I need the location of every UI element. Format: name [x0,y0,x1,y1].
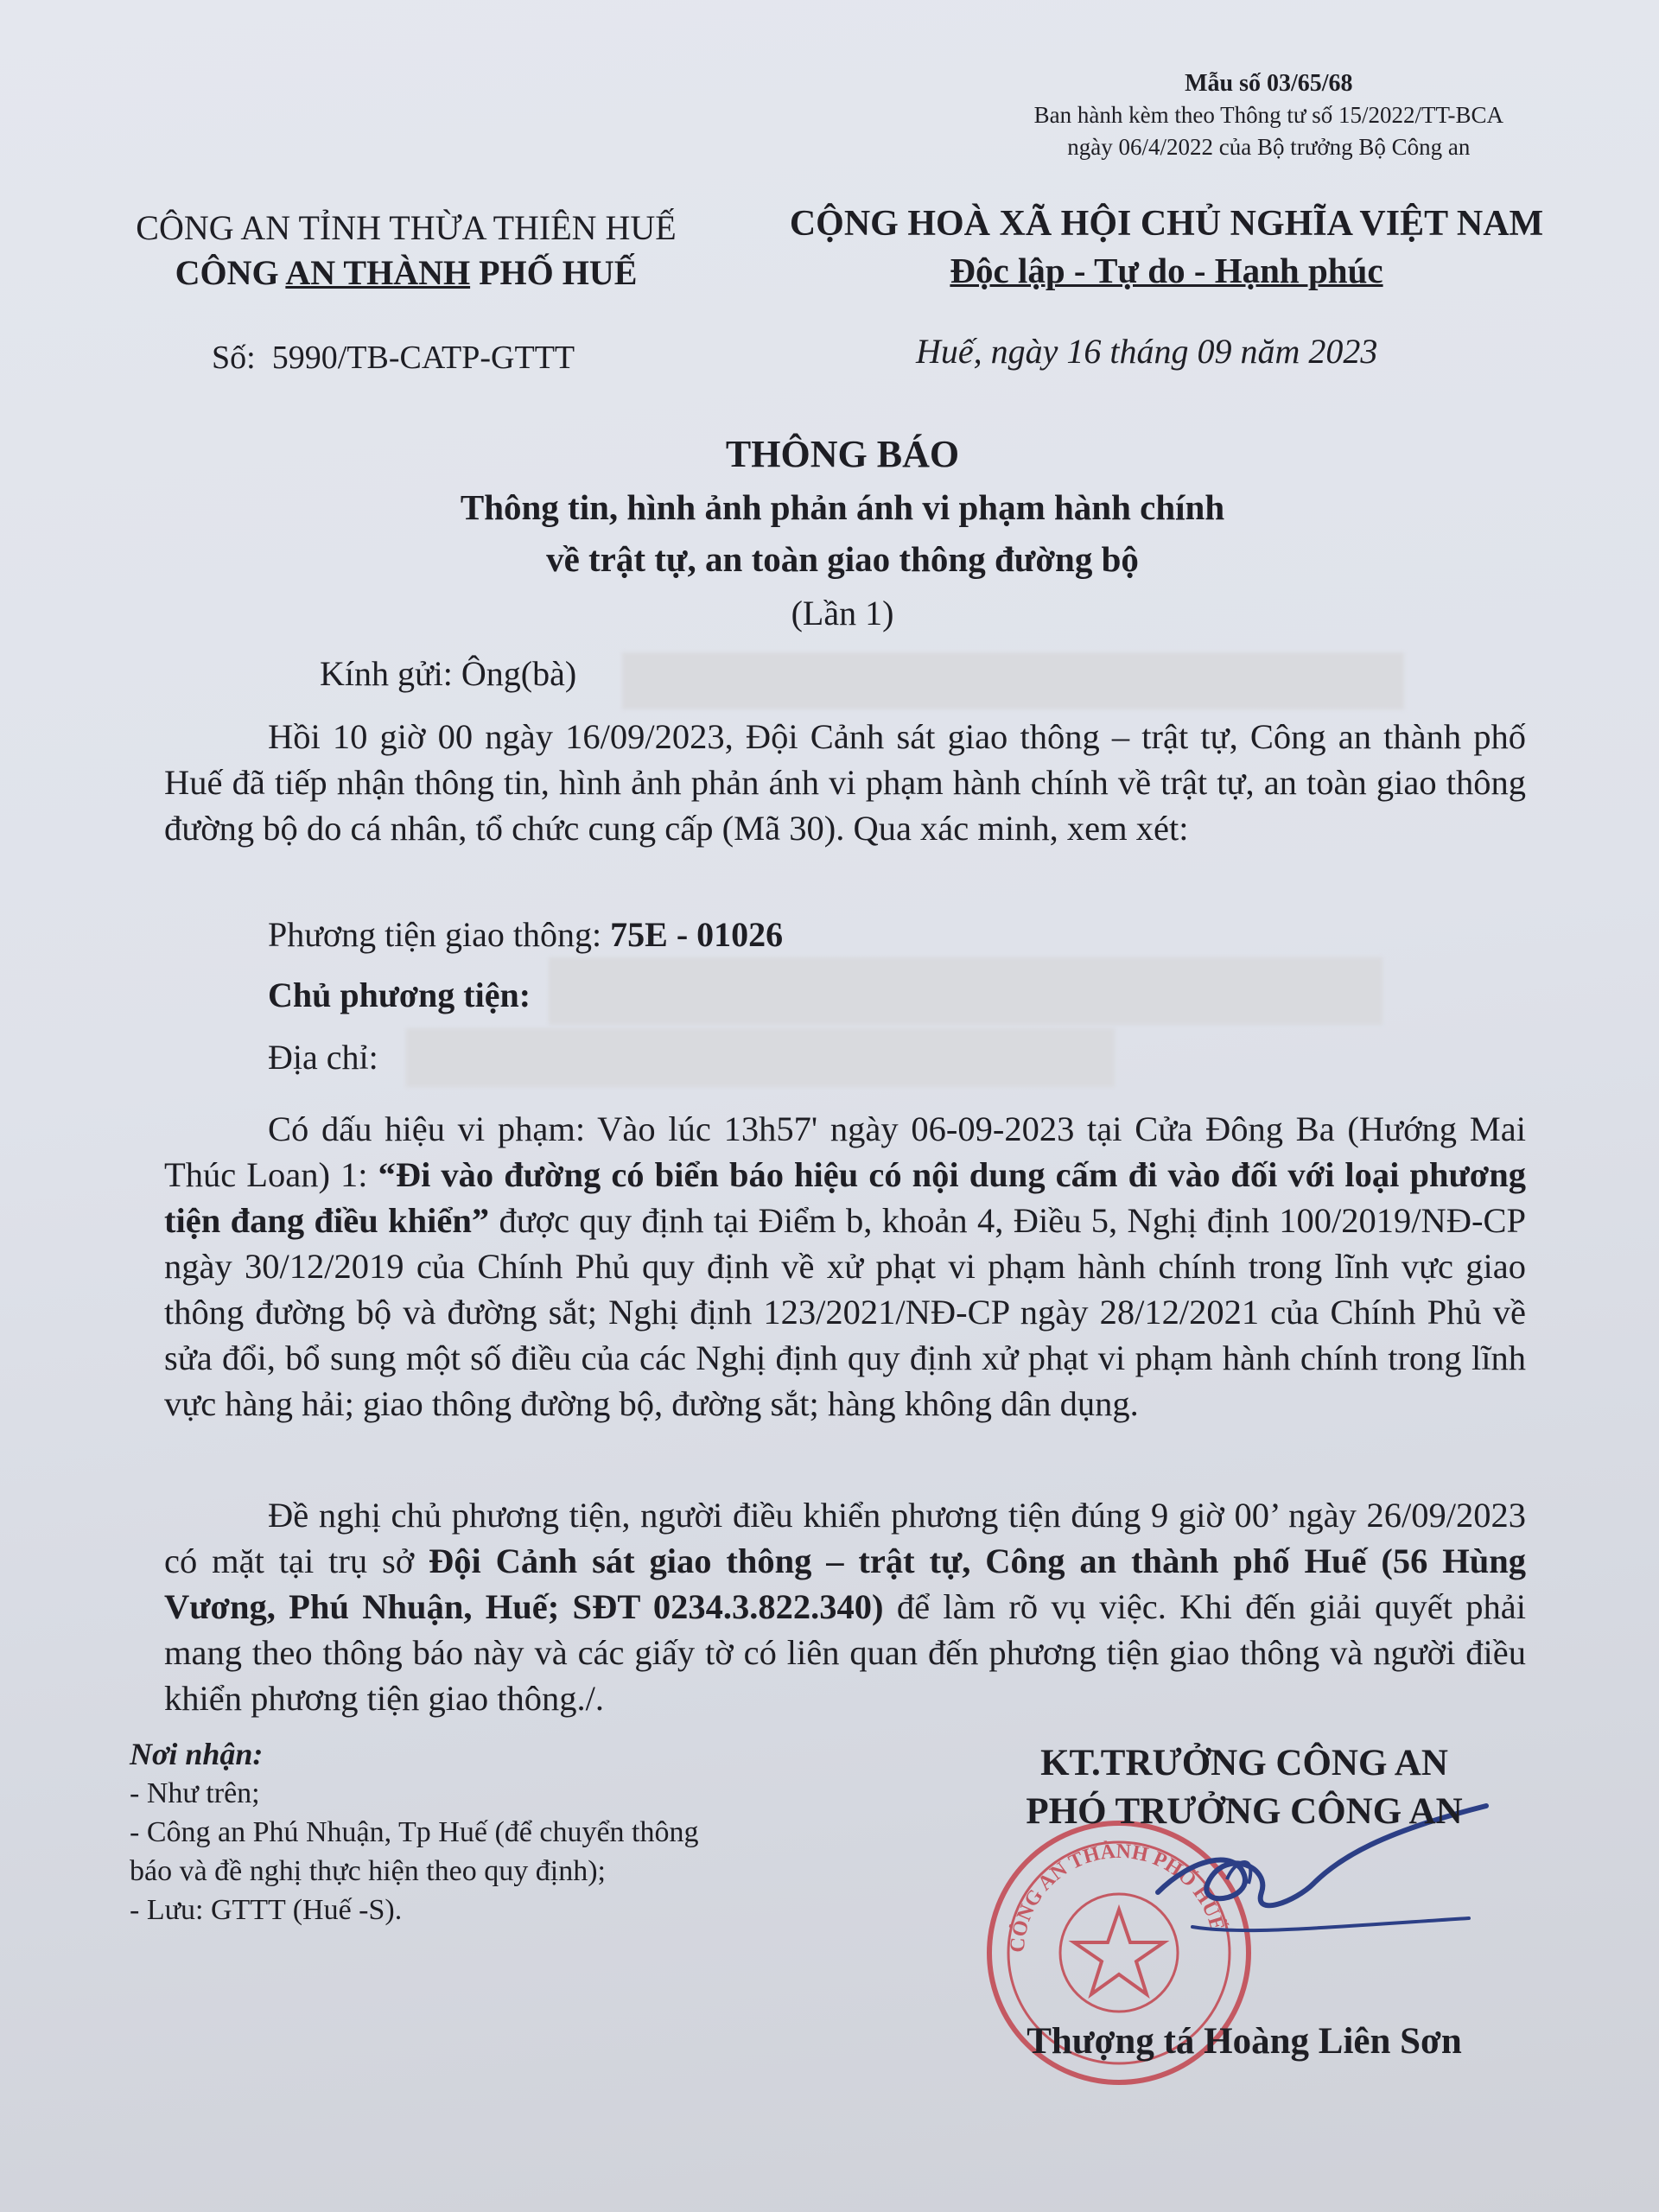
document-number [212,339,575,377]
national-header [760,200,1573,294]
recipients-item: - Lưu: GTTT (Huế -S). [130,1894,403,1926]
recipients-heading: Nơi nhận: [130,1737,264,1771]
signer-name: Thượng tá Hoàng Liên Sơn [1027,2021,1462,2062]
doc-round: (Lần 1) [791,594,894,632]
agency-unit-suffix: PHỐ HUẾ [470,253,638,292]
violation-intro: Có dấu hiệu vi phạm: Vào lúc 13h57' ngày 06-09-2023 tại Cửa Đông Ba (Hướng Mai Thúc Loan) 1: [164,1109,1526,1194]
vehicle-field [268,914,783,955]
recipients-item: báo và đề nghị thực hiện theo quy định); [130,1855,606,1887]
paragraph-request [164,1492,1526,1721]
recipients-item: - Như trên; [130,1777,260,1809]
national-name: CỘNG HOÀ XÃ HỘI CHỦ NGHĨA VIỆT NAM [789,204,1544,244]
violation-act: “Đi vào đường có biển báo hiệu có nội dung cấm đi vào đối với loại phương tiện đang điều khiển” [164,1155,1527,1240]
form-reference [1034,67,1503,163]
form-code: Mẫu số 03/65/68 [1185,70,1353,97]
document-number-label: Số: [212,340,256,376]
redacted-address [406,1028,1115,1087]
paragraph-request-text [164,1492,1526,1721]
recipients-item: - Công an Phú Nhuận, Tp Huế (để chuyển thông [130,1816,699,1848]
request-rest: để làm rõ vụ việc. Khi đến giải quyết phải mang theo thông báo này và các giấy tờ có liên quan đến phương tiện giao thông và người điều khiển phương tiện giao thông./. [164,1587,1526,1718]
form-issued-with: Ban hành kèm theo Thông tư số 15/2022/TT-BCA [1033,102,1503,128]
doc-subtitle-1: Thông tin, hình ảnh phản ánh vi phạm hành chính [460,487,1225,527]
agency-unit-prefix: CÔNG [175,253,286,292]
redacted-recipient [622,652,1404,709]
doc-subtitle-2: về trật tự, an toàn giao thông đường bộ [546,539,1139,579]
recipients-list [130,1735,698,1929]
request-place: Đội Cảnh sát giao thông – trật tự, Công an thành phố Huế (56 Hùng Vương, Phú Nhuận, Huế; SĐT 0234.3.822.340) [164,1541,1526,1626]
vehicle-plate: 75E - 01026 [610,915,784,954]
document-date: Huế, ngày 16 tháng 09 năm 2023 [916,332,1378,371]
national-motto: Độc lập - Tự do - Hạnh phúc [950,251,1383,290]
owner-field [268,975,531,1015]
paragraph-reception [164,714,1526,851]
signature-title-2: PHÓ TRƯỞNG CÔNG AN [1026,1791,1463,1832]
agency-parent: CÔNG AN TỈNH THỪA THIÊN HUẾ [136,208,677,247]
title-block [225,428,1460,642]
address-label: Địa chỉ: [268,1038,378,1077]
paragraph-violation [164,1106,1526,1427]
agency-header [112,206,700,296]
document-number-value: 5990/TB-CATP-GTTT [271,340,575,376]
address-field [268,1037,378,1077]
agency-unit-underlined: AN THÀNH [285,253,471,292]
signature-title-1: KT.TRƯỞNG CÔNG AN [1040,1743,1448,1783]
recipient-line: Kính gửi: Ông(bà) [320,654,577,693]
violation-rest: được quy định tại Điểm b, khoản 4, Điều 5, Nghị định 100/2019/NĐ-CP ngày 30/12/2019 của Chính Phủ quy định về xử phạt vi phạm hành chính trong lĩnh vực giao thông đường bộ và đường sắt; Nghị định 123/2021/NĐ-CP ngày 28/12/2021 của Chính Phủ về sửa đổi, bổ sung một số điều của các Nghị định quy định xử phạt vi phạm hành chính trong lĩnh vực hàng hải; giao thông đường bộ, đường sắt; hàng không dân dụng. [164,1201,1526,1423]
signature-block [950,1739,1538,1836]
redacted-owner [549,957,1382,1025]
request-intro: Đề nghị chủ phương tiện, người điều khiển phương tiện đúng 9 giờ 00’ ngày 26/09/2023 có mặt tại trụ sở [164,1496,1526,1580]
form-issued-date: ngày 06/4/2022 của Bộ trưởng Bộ Công an [1067,134,1471,160]
seal-text: CÔNG AN THÀNH PHỐ HUẾ [1006,1840,1229,1954]
paragraph-reception-text: Hồi 10 giờ 00 ngày 16/09/2023, Đội Cảnh sát giao thông – trật tự, Công an thành phố Huế đã tiếp nhận thông tin, hình ảnh phản ánh vi phạm hành chính về trật tự, an toàn giao thông đường bộ do cá nhân, tổ chức cung cấp (Mã 30). Qua xác minh, xem xét: [164,717,1526,848]
vehicle-label: Phương tiện giao thông: [268,915,602,954]
doc-title: THÔNG BÁO [725,433,960,475]
agency-unit [112,251,700,296]
paragraph-violation-text [164,1106,1526,1427]
owner-label: Chủ phương tiện: [268,976,531,1014]
